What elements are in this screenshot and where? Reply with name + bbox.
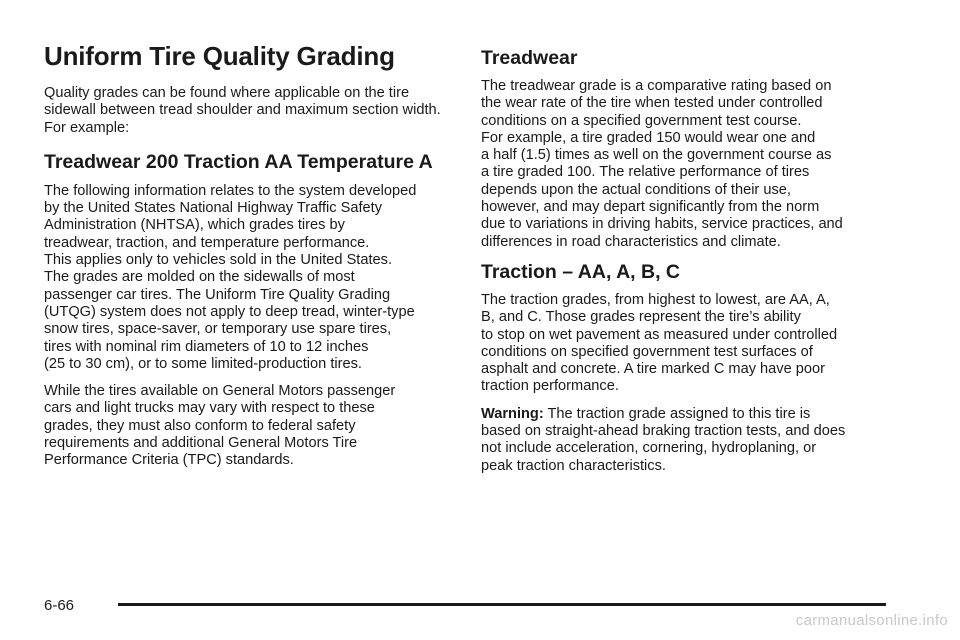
- left-column: [44, 40, 458, 480]
- text-line: to stop on wet pavement as measured under controlled: [481, 326, 838, 343]
- text-line: B, and C. Those grades represent the tire’s ability: [481, 309, 801, 326]
- text-line: tires with nominal rim diameters of 10 to 12 inches: [44, 338, 369, 355]
- text-line: asphalt and concrete. A tire marked C may have poor: [481, 361, 825, 378]
- text-line: The traction grades, from highest to lowest, are AA, A,: [481, 291, 830, 308]
- text-line: due to variations in driving habits, service practices, and: [481, 216, 843, 233]
- text-line: The following information relates to the system developed: [44, 182, 417, 199]
- traction-heading: Traction – AA, A, B, C: [481, 260, 680, 283]
- nhtsa-paragraph: [44, 183, 458, 373]
- text-line: by the United States National Highway Traffic Safety: [44, 200, 382, 217]
- text-line: Administration (NHTSA), which grades tires by: [44, 217, 345, 234]
- gm-paragraph: [44, 383, 458, 469]
- warning-label: Warning:: [481, 405, 544, 422]
- warning-first-line: [481, 406, 901, 423]
- text-line: depends upon the actual conditions of their use,: [481, 181, 791, 198]
- text-line: Performance Criteria (TPC) standards.: [44, 452, 294, 469]
- example-heading: Treadwear 200 Traction AA Temperature A: [44, 150, 433, 173]
- treadwear-paragraph: [481, 78, 901, 251]
- text-line: not include acceleration, cornering, hydroplaning, or: [481, 440, 817, 457]
- text-line: snow tires, space-saver, or temporary use spare tires,: [44, 321, 392, 338]
- text-line: based on straight-ahead braking traction tests, and does: [481, 423, 846, 440]
- text-line: conditions on a specified government test course.: [481, 112, 802, 129]
- footer-rule: [118, 603, 886, 606]
- text-line: For example, a tire graded 150 would wear one and: [481, 129, 816, 146]
- text-line: treadwear, traction, and temperature performance.: [44, 234, 370, 251]
- text-line: passenger car tires. The Uniform Tire Quality Grading: [44, 286, 391, 303]
- text-line: requirements and additional General Motors Tire: [44, 435, 358, 452]
- watermark: carmanualsonline.info: [795, 612, 948, 629]
- text-line: the wear rate of the tire when tested under controlled: [481, 95, 823, 112]
- text-line: a tire graded 100. The relative performance of tires: [481, 164, 810, 181]
- text-line: cars and light trucks may vary with respect to these: [44, 400, 375, 417]
- text-line: This applies only to vehicles sold in the United States.: [44, 252, 393, 269]
- treadwear-heading: Treadwear: [481, 47, 578, 69]
- text-line: peak traction characteristics.: [481, 457, 666, 474]
- text-line: differences in road characteristics and climate.: [481, 233, 781, 250]
- traction-paragraph: [481, 292, 901, 396]
- text-line: (UTQG) system does not apply to deep tread, winter-type: [44, 303, 415, 320]
- warning-paragraph: [481, 406, 901, 475]
- text-line: grades, they must also conform to federal safety: [44, 417, 356, 434]
- text-line: While the tires available on General Motors passenger: [44, 383, 396, 400]
- warning-text: The traction grade assigned to this tire is: [543, 405, 811, 422]
- text-line: traction performance.: [481, 378, 619, 395]
- right-column: [481, 46, 901, 475]
- section-title: Uniform Tire Quality Grading: [44, 41, 395, 71]
- text-line: however, and may depart significantly from the norm: [481, 199, 820, 216]
- text-line: (25 to 30 cm), or to some limited-production tires.: [44, 355, 362, 372]
- text-line: conditions on specified government test surfaces of: [481, 343, 813, 360]
- page-number: 6-66: [44, 597, 75, 614]
- text-line: The grades are molded on the sidewalls of most: [44, 269, 355, 286]
- intro-paragraph: Quality grades can be found where applicable on the tire sidewall between tread shoulder and maximum section width. For example:: [44, 85, 441, 136]
- text-line: a half (1.5) times as well on the government course as: [481, 147, 832, 164]
- text-line: The treadwear grade is a comparative rating based on: [481, 78, 832, 94]
